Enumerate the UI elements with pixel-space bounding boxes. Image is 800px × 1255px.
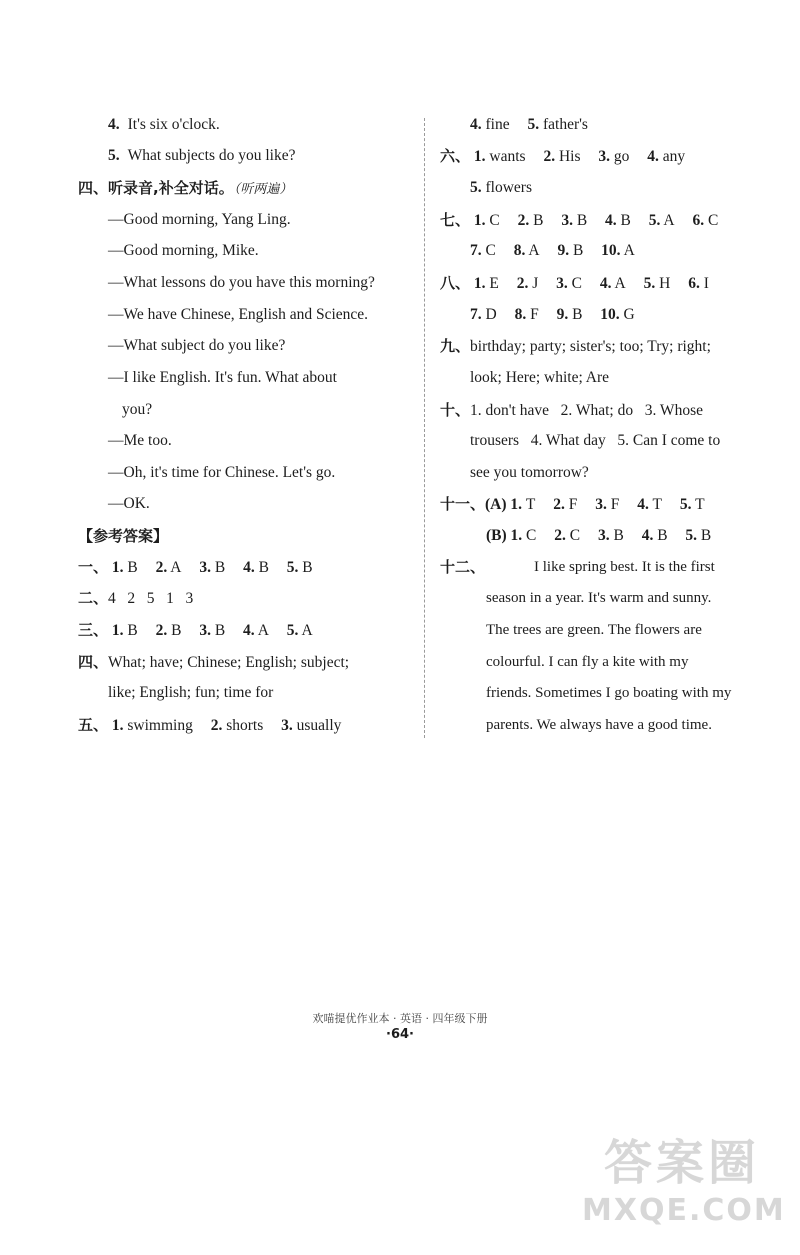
answer-prefix: 十、 (440, 401, 471, 419)
item-number: 3. (595, 496, 607, 513)
answer-10-cont: trousers 4. What day 5. Can I come to (470, 432, 721, 449)
answer-prefix: 四、 (78, 653, 109, 671)
item-number: 5. (286, 622, 299, 639)
item-number: 5. (286, 559, 299, 576)
item-number: 4. (243, 559, 255, 576)
watermark-url: MXQE.COM (582, 1193, 786, 1228)
item-number: 4. (599, 275, 612, 292)
item-number: 8. (514, 306, 527, 323)
item-answer: flowers (485, 179, 532, 196)
answer-prefix: 三、 (78, 621, 109, 639)
footer-title: 欢喵提优作业本 · 英语 · 四年级下册 (312, 1012, 488, 1025)
item-number: 2. (155, 622, 168, 639)
item-number: 2. (210, 717, 223, 734)
item-answer: B (700, 527, 712, 544)
answer-2 (78, 588, 193, 609)
item-number: 7. (470, 306, 482, 323)
item-answer: usually (296, 717, 342, 734)
item-4-line (108, 115, 220, 135)
answer-text: birthday; party; sister's; too; Try; right; (470, 338, 711, 355)
item-answer: B (572, 306, 583, 323)
part-label: (A) (485, 496, 507, 513)
dialog-line: —Oh, it's time for Chinese. Let's go. (108, 464, 336, 481)
item-5-line (108, 146, 296, 166)
item-answer: F (568, 496, 578, 513)
item-answer: C (489, 212, 500, 229)
item-answer: A (257, 622, 269, 639)
item-answer: A (528, 242, 540, 259)
item-number: 1. (473, 212, 486, 229)
item-answer: B (171, 622, 182, 639)
item-number: 1. (111, 559, 124, 576)
item-number: 3. (597, 527, 610, 544)
dialog-line: —Me too. (108, 432, 172, 449)
answer-5 (78, 715, 341, 736)
item-number: 5. (679, 496, 692, 513)
item-number: 10. (601, 242, 621, 259)
item-number: 2. (543, 148, 556, 165)
item-number: 2. (516, 275, 529, 292)
section-note: （听两遍） (233, 182, 293, 197)
essay-line: friends. Sometimes I go boating with my (486, 685, 732, 701)
answer-prefix: 八、 (440, 274, 471, 292)
item-number: 9. (556, 306, 569, 323)
dialog-line: —What lessons do you have this morning? (108, 274, 375, 291)
dialog-line: —OK. (108, 495, 150, 512)
item-number: 5. (643, 275, 656, 292)
item-answer: any (662, 148, 686, 165)
item-answer: A (663, 212, 675, 229)
watermark-logo (582, 1133, 786, 1243)
answer-7 (440, 210, 718, 231)
item-number: 5. (470, 179, 482, 196)
answer-text: What; have; Chinese; English; subject; (108, 654, 350, 671)
item-number: 3. (561, 212, 573, 229)
item-answer: A (301, 622, 313, 639)
item-answer: B (620, 212, 631, 229)
item-answer: fine (485, 116, 510, 133)
item-answer: F (610, 496, 620, 513)
dialog-line: you? (122, 401, 153, 418)
item-number: 3. (199, 622, 211, 639)
dialog-line: —We have Chinese, English and Science. (108, 306, 369, 323)
item-number: 6. (692, 212, 705, 229)
dialog-line: —Good morning, Yang Ling. (108, 211, 291, 228)
item-answer: shorts (226, 717, 264, 734)
answer-7-cont (470, 241, 635, 261)
dialog-line: —Good morning, Mike. (108, 242, 259, 259)
item-answer: B (214, 559, 226, 576)
item-answer: B (214, 622, 226, 639)
item-number: 4. (108, 116, 120, 133)
page-number: ·64· (386, 1027, 414, 1042)
item-answer: D (485, 306, 497, 323)
item-answer: B (533, 212, 544, 229)
item-answer: B (302, 559, 313, 576)
item-answer: A (170, 559, 182, 576)
answer-4-cont: like; English; fun; time for (108, 684, 274, 701)
item-answer: C (526, 527, 537, 544)
answer-1 (78, 557, 313, 578)
item-number: 1. (111, 717, 124, 734)
dialog-line: —I like English. It's fun. What about (108, 369, 337, 386)
item-answer: C (569, 527, 581, 544)
item-number: 5. (527, 116, 540, 133)
item-answer: B (127, 622, 138, 639)
item-number: 3. (556, 275, 568, 292)
answer-prefix: 二、 (78, 589, 109, 607)
part-label: (B) (486, 527, 507, 544)
item-answer: G (623, 306, 635, 323)
item-number: 4. (647, 148, 659, 165)
section-label: 四、听录音,补全对话。 (78, 179, 234, 197)
item-number: 4. (641, 527, 654, 544)
item-number: 1. (111, 622, 124, 639)
item-answer: F (530, 306, 539, 323)
item-answer: B (572, 242, 584, 259)
item-answer: E (489, 275, 499, 292)
answer-prefix: 五、 (78, 716, 109, 734)
item-answer: T (695, 496, 705, 513)
dialog-line: —What subject do you like? (108, 337, 286, 354)
item-number: 2. (554, 527, 566, 544)
essay-line: The trees are green. The flowers are (486, 622, 702, 638)
item-number: 3. (598, 148, 610, 165)
answer-8-cont (470, 305, 635, 325)
item-number: 1. (473, 275, 486, 292)
answer-prefix: 七、 (440, 211, 471, 229)
item-answer: swimming (127, 717, 193, 734)
item-answer: J (532, 275, 539, 292)
item-answer: B (613, 527, 624, 544)
item-number: 5. (108, 147, 120, 164)
item-answer: B (258, 559, 269, 576)
item-answer: C (708, 212, 719, 229)
item-number: 1. (473, 148, 486, 165)
item-number: 3. (281, 717, 293, 734)
item-number: 2. (517, 212, 530, 229)
item-answer: C (485, 242, 496, 259)
answer-10-cont: see you tomorrow? (470, 464, 589, 481)
item-answer: go (613, 148, 630, 165)
item-answer: A (623, 242, 635, 259)
answer-text: 1. don't have 2. What; do 3. Whose (470, 402, 703, 419)
item-text: What subjects do you like? (127, 147, 296, 164)
answer-12-prefix (440, 557, 485, 578)
item-answer: A (614, 275, 626, 292)
answer-5-cont (470, 115, 588, 135)
column-divider (424, 118, 425, 738)
item-number: 7. (470, 242, 482, 259)
answer-9 (440, 336, 711, 357)
answers-title: 【参考答案】 (78, 527, 169, 545)
answer-8 (440, 273, 709, 294)
item-answer: T (652, 496, 662, 513)
item-number: 6. (688, 275, 700, 292)
answer-prefix: 九、 (440, 337, 471, 355)
item-answer: B (576, 212, 588, 229)
item-answer: T (525, 496, 536, 513)
item-number: 2. (553, 496, 565, 513)
item-answer: wants (489, 148, 526, 165)
answer-prefix: 六、 (440, 147, 471, 165)
item-number: 5. (648, 212, 661, 229)
essay-line: I like spring best. It is the first (534, 559, 715, 575)
item-number: 1. (510, 496, 523, 513)
item-number: 2. (155, 559, 168, 576)
answer-11 (440, 494, 705, 515)
item-number: 4. (470, 116, 482, 133)
answer-text: 4 2 5 1 3 (108, 590, 194, 607)
item-number: 3. (199, 559, 211, 576)
answer-6 (440, 146, 685, 167)
item-answer: B (657, 527, 668, 544)
section-4-heading (78, 178, 292, 200)
item-number: 1. (510, 527, 523, 544)
item-answer: His (558, 148, 581, 165)
item-answer: B (127, 559, 138, 576)
answer-prefix: 十二、 (440, 558, 486, 576)
answer-prefix: 十一、 (440, 495, 486, 513)
item-answer: I (703, 275, 709, 292)
answer-10 (440, 400, 703, 421)
answer-6-cont (470, 178, 532, 198)
answer-9-cont: look; Here; white; Are (470, 369, 610, 386)
item-answer: C (571, 275, 582, 292)
item-number: 4. (637, 496, 649, 513)
item-answer: father's (542, 116, 588, 133)
item-number: 4. (243, 622, 255, 639)
item-number: 4. (605, 212, 617, 229)
item-number: 8. (513, 242, 526, 259)
essay-line: season in a year. It's warm and sunny. (486, 590, 712, 606)
essay-line: parents. We always have a good time. (486, 717, 712, 733)
answer-3 (78, 620, 313, 641)
item-answer: H (659, 275, 671, 292)
answer-prefix: 一、 (78, 558, 109, 576)
answer-11-b (486, 526, 711, 546)
watermark-text: 答案圈 (603, 1135, 760, 1191)
item-number: 10. (600, 306, 620, 323)
answer-4 (78, 652, 349, 673)
item-number: 5. (685, 527, 698, 544)
item-text: It's six o'clock. (127, 116, 220, 133)
item-number: 9. (557, 242, 570, 259)
essay-line: colourful. I can fly a kite with my (486, 654, 689, 670)
